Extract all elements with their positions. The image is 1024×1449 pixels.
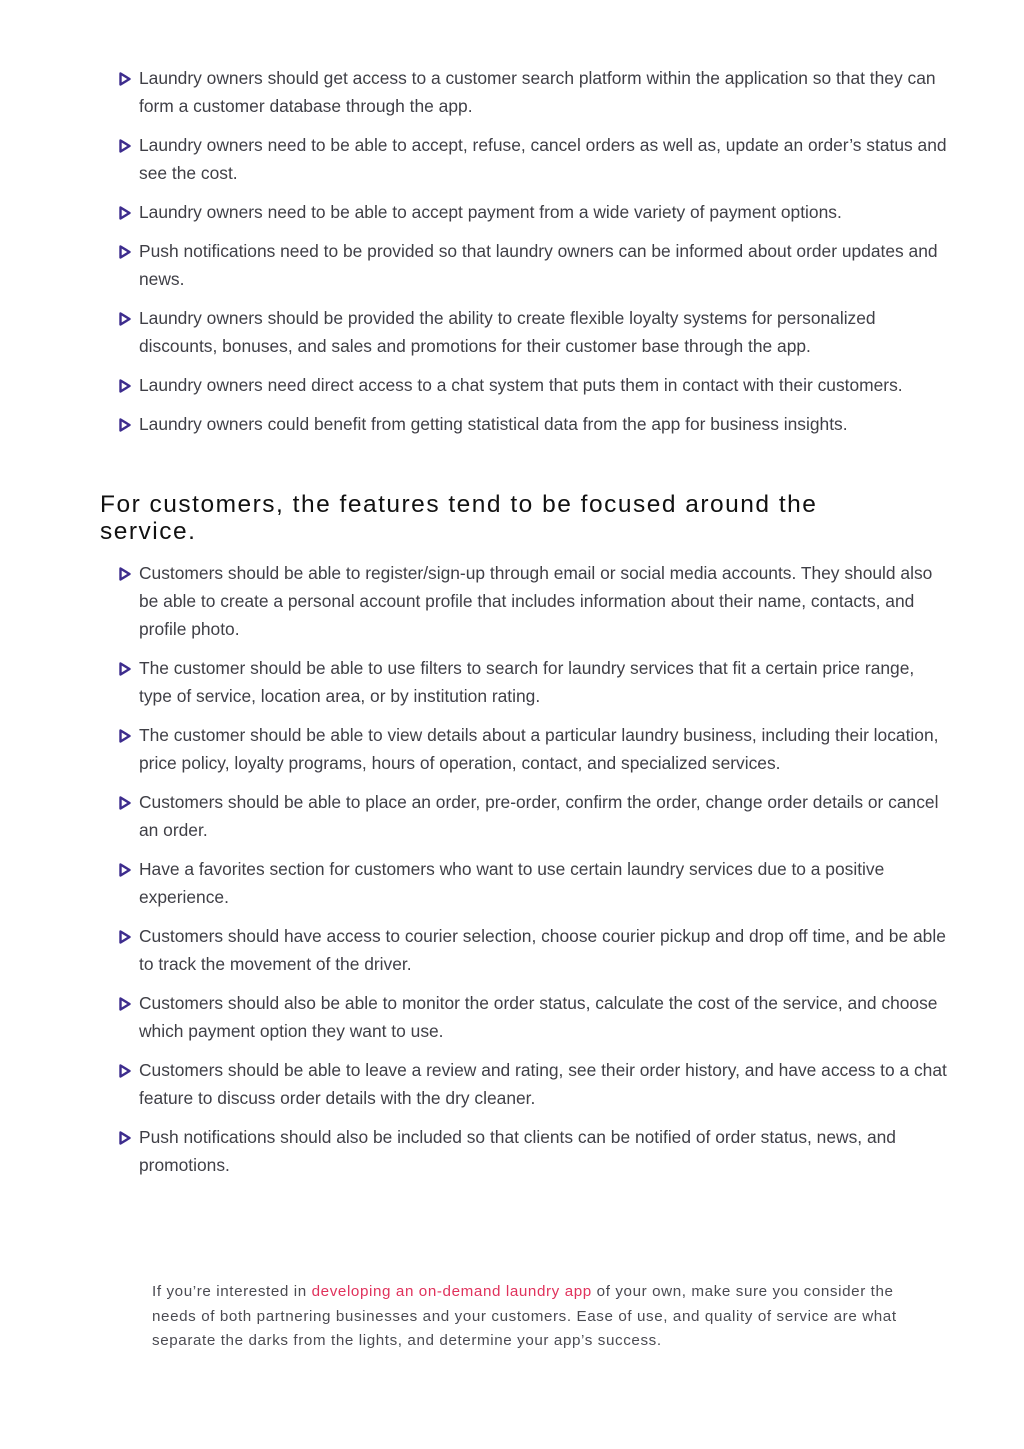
list-item bbox=[118, 721, 948, 777]
triangle-right-icon bbox=[119, 245, 131, 259]
triangle-right-icon bbox=[119, 662, 131, 676]
triangle-right-icon bbox=[119, 72, 131, 86]
list-item-text: The customer should be able to use filters to search for laundry services that fit a certain price range, type of service, location area, or by institution rating. bbox=[139, 658, 915, 706]
list-item bbox=[118, 304, 948, 360]
closing-note-intro: If you’re interested in bbox=[152, 1283, 312, 1300]
list-item-text: Customers should be able to leave a review and rating, see their order history, and have access to a chat feature to discuss order details with the dry cleaner. bbox=[139, 1060, 947, 1108]
triangle-right-icon bbox=[119, 997, 131, 1011]
list-item-text: Push notifications should also be included so that clients can be notified of order status, news, and promotions. bbox=[139, 1127, 896, 1175]
triangle-right-icon bbox=[119, 379, 131, 393]
triangle-right-icon bbox=[119, 863, 131, 877]
list-item-text: The customer should be able to view details about a particular laundry business, including their location, price policy, loyalty programs, hours of operation, contact, and specialized services. bbox=[139, 725, 939, 773]
laundry-app-link[interactable]: developing an on-demand laundry app bbox=[311, 1283, 592, 1300]
triangle-right-icon bbox=[119, 567, 131, 581]
triangle-right-icon bbox=[119, 206, 131, 220]
list-item bbox=[118, 1123, 948, 1179]
list-item bbox=[118, 410, 948, 438]
owner-features-list bbox=[118, 64, 948, 449]
triangle-right-icon bbox=[119, 729, 131, 743]
list-item bbox=[118, 371, 948, 399]
list-item bbox=[118, 1056, 948, 1112]
list-item bbox=[118, 654, 948, 710]
list-item bbox=[118, 198, 948, 226]
list-item-text: Have a favorites section for customers who want to use certain laundry services due to a positive experience. bbox=[139, 859, 885, 907]
triangle-right-icon bbox=[119, 139, 131, 153]
triangle-right-icon bbox=[119, 930, 131, 944]
triangle-right-icon bbox=[119, 418, 131, 432]
triangle-right-icon bbox=[119, 796, 131, 810]
list-item-text: Push notifications need to be provided so that laundry owners can be informed about order updates and news. bbox=[139, 241, 938, 289]
triangle-right-icon bbox=[119, 1131, 131, 1145]
closing-note-rest: of your own, make sure you consider the needs of both partnering businesses and your customers. Ease of use, and quality of service are what separate the darks from the lights, and determine your app’s success. bbox=[152, 1283, 897, 1349]
triangle-right-icon bbox=[119, 1064, 131, 1078]
list-item bbox=[118, 855, 948, 911]
list-item bbox=[118, 922, 948, 978]
list-item bbox=[118, 64, 948, 120]
list-item bbox=[118, 788, 948, 844]
triangle-right-icon bbox=[119, 312, 131, 326]
customer-features-heading: For customers, the features tend to be focused around the service. bbox=[100, 491, 818, 545]
list-item-text: Customers should also be able to monitor the order status, calculate the cost of the service, and choose which payment option they want to use. bbox=[139, 993, 938, 1041]
list-item bbox=[118, 559, 948, 643]
list-item-text: Laundry owners could benefit from getting statistical data from the app for business insights. bbox=[139, 414, 848, 434]
list-item bbox=[118, 131, 948, 187]
closing-note bbox=[152, 1280, 912, 1354]
customer-features-list bbox=[118, 559, 948, 1190]
list-item-text: Laundry owners should be provided the ability to create flexible loyalty systems for personalized discounts, bonuses, and sales and promotions for their customer base through the app. bbox=[139, 308, 876, 356]
list-item bbox=[118, 989, 948, 1045]
list-item-text: Laundry owners need to be able to accept, refuse, cancel orders as well as, update an order’s status and see the cost. bbox=[139, 135, 947, 183]
list-item-text: Laundry owners should get access to a customer search platform within the application so that they can form a customer database through the app. bbox=[139, 68, 936, 116]
list-item-text: Laundry owners need direct access to a chat system that puts them in contact with their customers. bbox=[139, 375, 903, 395]
list-item-text: Customers should be able to register/sign-up through email or social media accounts. They should also be able to create a personal account profile that includes information about their name, contacts, and profile photo. bbox=[139, 563, 933, 639]
list-item-text: Laundry owners need to be able to accept payment from a wide variety of payment options. bbox=[139, 202, 842, 222]
list-item-text: Customers should be able to place an order, pre-order, confirm the order, change order details or cancel an order. bbox=[139, 792, 939, 840]
list-item-text: Customers should have access to courier selection, choose courier pickup and drop off time, and be able to track the movement of the driver. bbox=[139, 926, 946, 974]
list-item bbox=[118, 237, 948, 293]
